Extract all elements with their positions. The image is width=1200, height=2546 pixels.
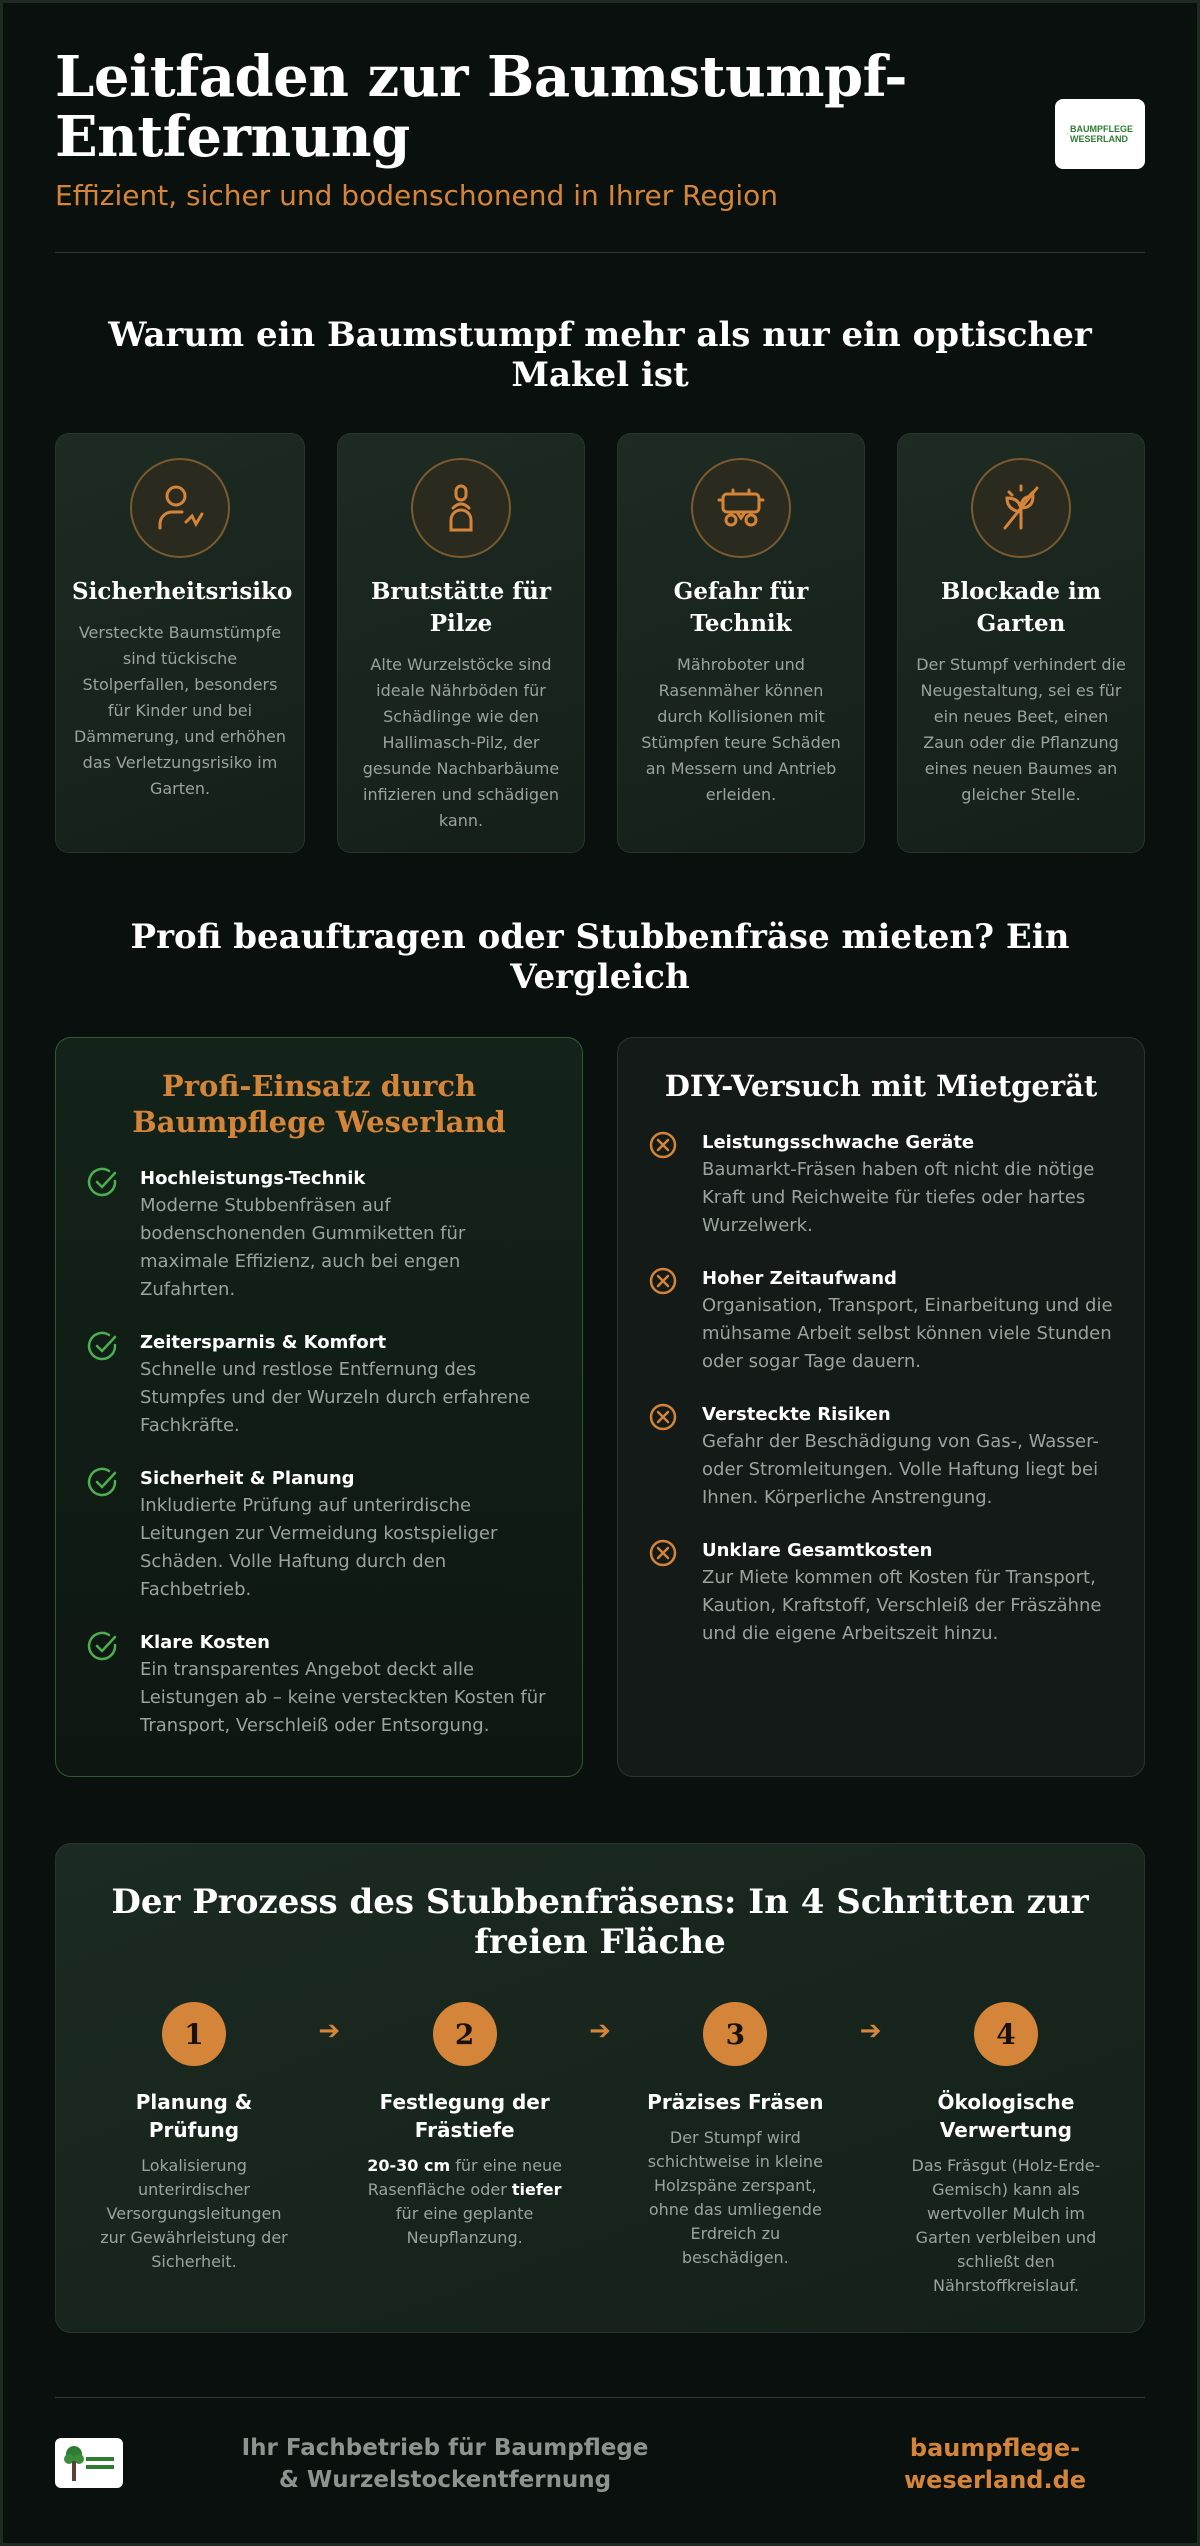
pro-item-text: Inkludierte Prüfung auf unterirdische Leitungen zur Vermeidung kostspieliger Schäden. Volle Haftung durch den Fachbetrieb. <box>140 1495 498 1600</box>
process-step <box>96 2002 292 2298</box>
footer-logo <box>55 2438 123 2488</box>
page-title: Leitfaden zur Baumstumpf-Entfernung <box>55 44 907 170</box>
reasons-section-title: Warum ein Baumstumpf mehr als nur ein optischer Makel ist <box>108 315 1092 395</box>
arrow-right-icon: ➔ <box>859 2016 882 2046</box>
logo-text-line2: WESERLAND <box>1070 134 1128 144</box>
reason-card-fungi <box>337 433 585 853</box>
pro-item-text: Moderne Stubbenfräsen auf bodenschonenden Gummiketten für maximale Effizienz, auch bei engen Zufahrten. <box>140 1195 466 1300</box>
pro-item <box>86 1166 552 1304</box>
step-title: Präzises Fräsen <box>647 2090 824 2114</box>
pro-item-heading: Klare Kosten <box>140 1632 270 1653</box>
step-text <box>367 2154 563 2250</box>
person-stumble-icon <box>150 478 210 538</box>
page-subtitle: Effizient, sicher und bodenschonend in Ihrer Region <box>55 179 779 212</box>
step-title: Festlegung der Frästiefe <box>379 2090 550 2142</box>
check-circle-icon <box>86 1166 120 1200</box>
step-text: Lokalisierung unterirdischer Versorgungsleitungen zur Gewährleistung der Sicherheit. <box>100 2156 288 2271</box>
x-circle-icon <box>648 1402 678 1432</box>
reason-card-technology <box>617 433 865 853</box>
diy-item-heading: Versteckte Risiken <box>702 1404 891 1425</box>
step-text-bold: tiefer <box>511 2180 562 2199</box>
pro-item-heading: Hochleistungs-Technik <box>140 1168 366 1189</box>
reason-card-text: Versteckte Baumstümpfe sind tückische Stolperfallen, besonders für Kinder und bei Dämmerung, und erhöhen das Verletzungsrisiko im Garten. <box>73 623 287 798</box>
pro-item-text: Schnelle und restlose Entfernung des Stumpfes und der Wurzeln durch erfahrene Fachkräfte. <box>140 1359 531 1436</box>
pro-item <box>86 1466 552 1604</box>
pro-item-heading: Zeitersparnis & Komfort <box>140 1332 387 1353</box>
pro-item-text: Ein transparentes Angebot deckt alle Leistungen ab – keine versteckten Kosten für Transport, Verschleiß oder Entsorgung. <box>140 1659 546 1736</box>
step-number-badge: 4 <box>974 2002 1038 2066</box>
reason-card-blockade <box>897 433 1145 853</box>
reason-card-text: Mähroboter und Rasenmäher können durch Kollisionen mit Stümpfen teure Schäden an Messern und Antrieb erleiden. <box>641 655 841 804</box>
step-text-part: für eine geplante Neupflanzung. <box>395 2204 534 2247</box>
process-step <box>908 2002 1104 2298</box>
x-circle-icon <box>648 1538 678 1568</box>
x-circle-icon <box>648 1130 678 1160</box>
reason-card-text: Der Stumpf verhindert die Neugestaltung, sei es für ein neues Beet, einen Zaun oder die Pflanzung eines neuen Baumes an gleicher Stelle. <box>916 655 1126 804</box>
diy-item <box>648 1266 1114 1376</box>
arrow-right-icon: ➔ <box>318 2016 341 2046</box>
reason-card-title: Brutstätte für Pilze <box>370 578 551 637</box>
diy-column <box>617 1037 1145 1777</box>
reason-card-title: Sicherheitsrisiko <box>72 578 293 605</box>
reasons-cards <box>55 433 1145 853</box>
comparison-section-title: Profi beauftragen oder Stubbenfräse mieten? Ein Vergleich <box>130 917 1070 997</box>
tree-logo-icon <box>62 2443 116 2483</box>
step-number-badge: 2 <box>433 2002 497 2066</box>
pro-column <box>55 1037 583 1777</box>
diy-item-heading: Leistungsschwache Geräte <box>702 1132 975 1153</box>
arrow-right-icon: ➔ <box>589 2016 611 2046</box>
diy-column-title: DIY-Versuch mit Mietgerät <box>664 1069 1098 1103</box>
footer-tagline: Ihr Fachbetrieb für Baumpflege & Wurzelstockentfernung <box>241 2435 649 2493</box>
pro-item <box>86 1630 552 1740</box>
blocked-sprout-icon <box>991 478 1051 538</box>
x-circle-icon <box>648 1266 678 1296</box>
diy-item-heading: Hoher Zeitaufwand <box>702 1268 897 1289</box>
step-title: Ökologische Verwertung <box>937 2090 1075 2142</box>
diy-item-text: Zur Miete kommen oft Kosten für Transport, Kaution, Kraftstoff, Verschleiß der Fräszähne und die eigene Arbeitszeit hinzu. <box>702 1567 1102 1644</box>
step-text: Der Stumpf wird schichtweise in kleine Holzspäne zerspant, ohne das umliegende Erdreich zu beschädigen. <box>647 2128 823 2267</box>
diy-item <box>648 1130 1114 1240</box>
step-number-badge: 3 <box>703 2002 767 2066</box>
process-step <box>367 2002 563 2298</box>
process-steps <box>96 2002 1104 2298</box>
process-section <box>55 1843 1145 2333</box>
step-text: Das Fräsgut (Holz-Erde-Gemisch) kann als wertvoller Mulch im Garten verbleiben und schließt den Nährstoffkreislauf. <box>911 2156 1101 2295</box>
tree-logo-icon <box>1067 111 1068 157</box>
reason-card-safety <box>55 433 305 853</box>
process-section-title: Der Prozess des Stubbenfräsens: In 4 Schritten zur freien Fläche <box>111 1882 1089 1962</box>
diy-item-text: Gefahr der Beschädigung von Gas-, Wasser- oder Stromleitungen. Volle Haftung liegt bei Ihnen. Körperliche Anstrengung. <box>702 1431 1099 1508</box>
mushroom-icon <box>431 478 491 538</box>
website-link[interactable]: baumpflege-weserland.de <box>903 2434 1087 2494</box>
step-text-part: für eine neue Rasenfläche oder <box>367 2156 563 2199</box>
logo-text-line1: BAUMPFLEGE <box>1070 124 1133 134</box>
step-number-badge: 1 <box>162 2002 226 2066</box>
comparison <box>55 1037 1145 1777</box>
diy-item-heading: Unklare Gesamtkosten <box>702 1540 933 1561</box>
robot-mower-icon <box>711 478 771 538</box>
reason-card-text: Alte Wurzelstöcke sind ideale Nährböden für Schädlinge wie den Hallimasch-Pilz, der gesunde Nachbarbäume infizieren und schädigen kann. <box>362 655 560 830</box>
diy-item <box>648 1402 1114 1512</box>
check-circle-icon <box>86 1330 120 1364</box>
pro-item-heading: Sicherheit & Planung <box>140 1468 355 1489</box>
company-logo <box>1055 99 1145 169</box>
diy-item-text: Organisation, Transport, Einarbeitung und die mühsame Arbeit selbst können viele Stunden oder sogar Tage dauern. <box>702 1295 1113 1372</box>
pro-column-title: Profi-Einsatz durch Baumpflege Weserland <box>132 1069 506 1139</box>
pro-item <box>86 1330 552 1440</box>
reason-card-title: Gefahr für Technik <box>673 578 809 637</box>
process-step <box>637 2002 833 2298</box>
step-title: Planung & Prüfung <box>135 2090 253 2142</box>
step-text-bold: 20-30 cm <box>367 2156 451 2175</box>
diy-item <box>648 1538 1114 1648</box>
header <box>55 3 1145 253</box>
check-circle-icon <box>86 1630 120 1664</box>
reason-card-title: Blockade im Garten <box>940 578 1102 637</box>
check-circle-icon <box>86 1466 120 1500</box>
footer <box>55 2397 1145 2546</box>
diy-item-text: Baumarkt-Fräsen haben oft nicht die nötige Kraft und Reichweite für tiefes oder hartes Wurzelwerk. <box>702 1159 1095 1236</box>
